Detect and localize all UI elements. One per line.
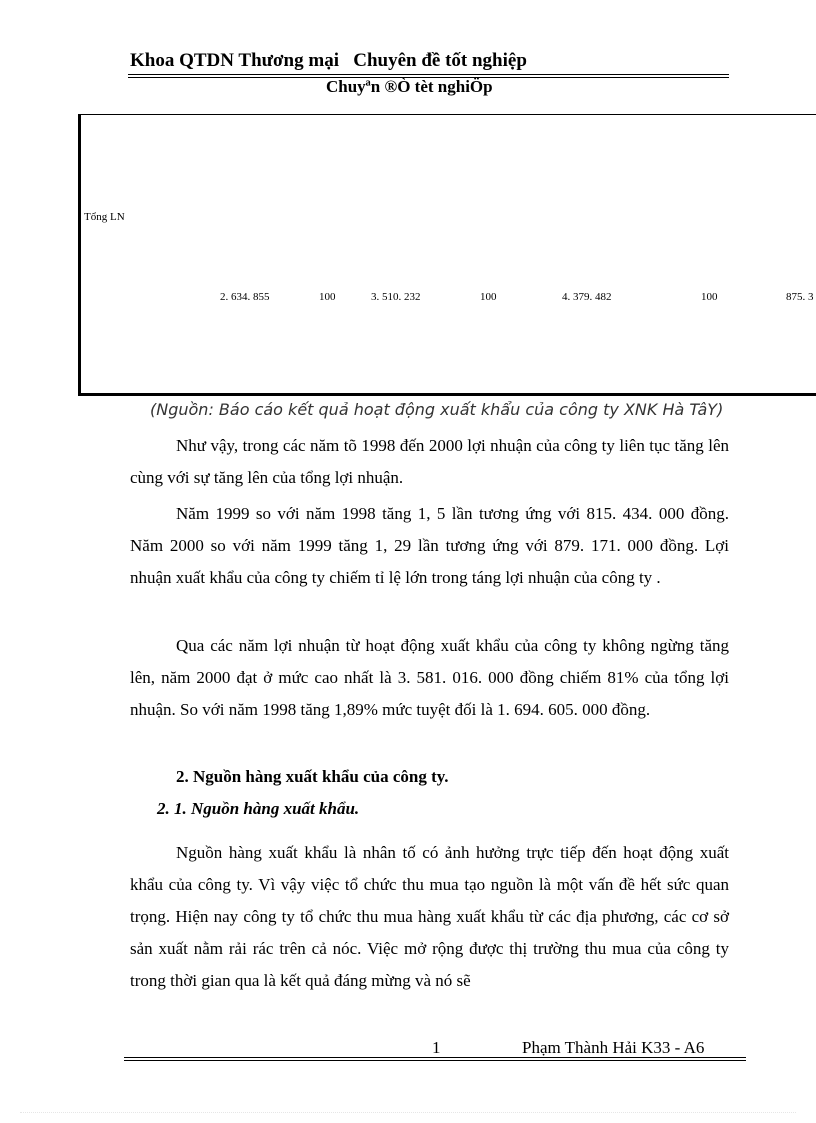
paragraph-export-sources: Nguồn hàng xuất khẩu là nhân tố có ảnh hưởng trực tiếp đến hoạt động xuất khẩu của công ty. Vì vậy việc tổ chức thu mua tạo nguồn là một vấn đề hết sức quan trọng. Hiện nay công ty tổ chức thu mua hàng xuất khẩu từ các địa phương, các cơ sở sản xuất nằm rải rác trên cả nóc. Việc mở rộng được thị trường thu mua của công ty trong thời gian qua là kết quả đáng mừng và nó sẽ <box>130 843 729 990</box>
header-subtitle: Chuyªn ®Ò tèt nghiÖp <box>326 77 493 96</box>
table-cell-change-value: 875. 3 <box>786 291 814 303</box>
table-cell-2000-percent: 100 <box>701 291 718 303</box>
page-edge <box>20 1112 796 1113</box>
footer-divider-double <box>124 1060 746 1061</box>
paragraph-profit-trend: Như vậy, trong các năm tõ 1998 đến 2000 lợi nhuận của công ty liên tục tăng lên cùng với sự tăng lên của tổng lợi nhuận. <box>130 436 729 487</box>
table-cell-2000-value: 4. 379. 482 <box>562 291 612 303</box>
table-cell-1998-value: 2. 634. 855 <box>220 291 270 303</box>
paragraph-yearly-comparison: Năm 1999 so với năm 1998 tăng 1, 5 lần tương ứng với 815. 434. 000 đồng. Năm 2000 so với năm 1999 tăng 1, 29 lần tương ứng với 879. 171. 000 đồng. Lợi nhuận xuất khẩu của công ty chiếm tỉ lệ lớn trong táng lợi nhuận của công ty . <box>130 504 729 587</box>
table-cell-1999-value: 3. 510. 232 <box>371 291 421 303</box>
header-faculty: Khoa QTDN Thương mại <box>130 50 339 71</box>
paragraph-export-profit: Qua các năm lợi nhuận từ hoạt động xuất khẩu của công ty không ngừng tăng lên, năm 2000 đạt ở mức cao nhất là 3. 581. 016. 000 đồng chiếm 81% của tổng lợi nhuận. So với năm 1998 tăng 1,89% mức tuyệt đối là 1. 694. 605. 000 đồng. <box>130 636 729 719</box>
header-doc-type: Chuyên đề tốt nghiệp <box>353 50 527 71</box>
header-divider <box>128 74 729 75</box>
header-title <box>130 50 527 72</box>
subsection-heading: 2. 1. Nguồn hàng xuất khẩu. <box>157 799 360 818</box>
table-source-note: (Nguồn: Báo cáo kết quả hoạt động xuất khẩu của công ty XNK Hà TâY) <box>150 400 724 419</box>
section-heading: 2. Nguồn hàng xuất khẩu của công ty. <box>176 767 449 786</box>
profit-table <box>78 114 816 396</box>
table-cell-1998-percent: 100 <box>319 291 336 303</box>
table-row-label: Tổng LN <box>84 211 125 223</box>
footer-page-number: 1 <box>432 1038 441 1057</box>
footer-author: Phạm Thành Hải K33 - A6 <box>522 1038 705 1057</box>
footer-divider <box>124 1057 746 1058</box>
table-cell-1999-percent: 100 <box>480 291 497 303</box>
